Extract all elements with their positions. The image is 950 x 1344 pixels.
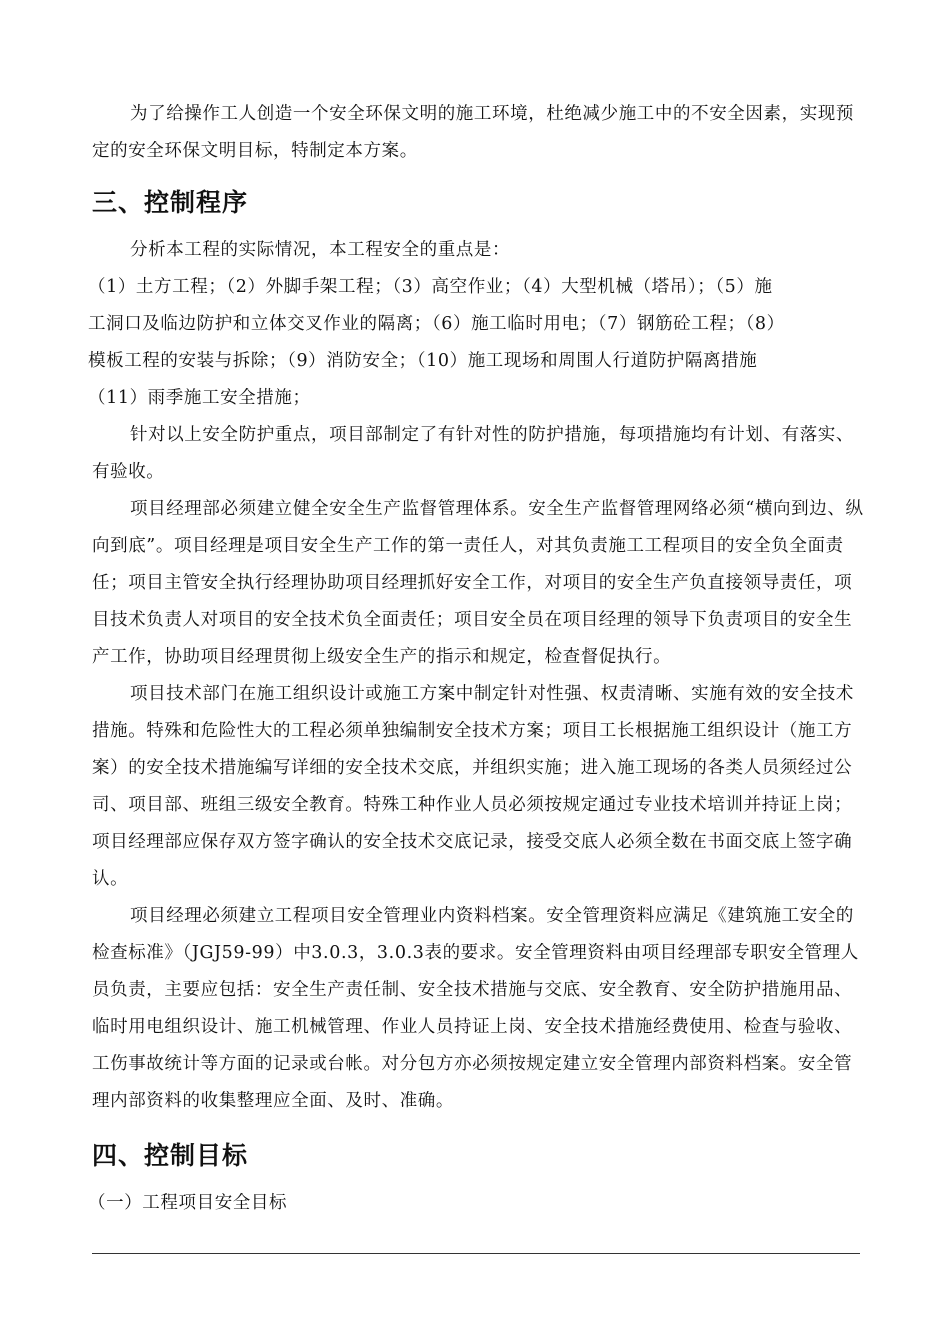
safety-archive-paragraph: 项目经理必须建立工程项目安全管理业内资料档案。安全管理资料应满足《建筑施工安全的检查标准》（JGJ59-99）中3.0.3，3.0.3表的要求。安全管理资料由项目经理部专职安全管理人员负责，主要应包括：安全生产责任制、安全技术措施与交底、安全教育、安全防护措施用品、临时用电组织设计、施工机械管理、作业人员持证上岗、安全技术措施经费使用、检查与验收、工伤事故统计等方面的记录或台帐。对分包方亦必须按规定建立安全管理内部资料档案。安全管理内部资料的收集整理应全面、及时、准确。 [92, 906, 859, 1111]
key-points-line: 工洞口及临边防护和立体交叉作业的隔离；（6）施工临时用电；（7）钢筋砼工程；（8） [88, 314, 785, 334]
measures-paragraph: 针对以上安全防护重点，项目部制定了有针对性的防护措施，每项措施均有计划、有落实、有验收。 [92, 425, 854, 482]
key-points-line: （1）土方工程；（2）外脚手架工程；（3）高空作业；（4）大型机械（塔吊）；（5）施 [88, 277, 773, 297]
section-4-heading: 四、控制目标 [92, 1141, 249, 1170]
key-points-list [88, 269, 878, 417]
key-points-line: 模板工程的安装与拆除；（9）消防安全；（10）施工现场和周围人行道防护隔离措施 [88, 351, 758, 371]
subsection-heading: （一）工程项目安全目标 [88, 1193, 288, 1213]
analysis-paragraph: 分析本工程的实际情况，本工程安全的重点是： [130, 240, 511, 260]
technical-measures-paragraph: 项目技术部门在施工组织设计或施工方案中制定针对性强、权责清晰、实施有效的安全技术措施。特殊和危险性大的工程必须单独编制安全技术方案；项目工长根据施工组织设计（施工方案）的安全技术措施编写详细的安全技术交底，并组织实施；进入施工现场的各类人员须经过公司、项目部、班组三级安全教育。特殊工种作业人员必须按规定通过专业技术培训并持证上岗；项目经理部应保存双方签字确认的安全技术交底记录，接受交底人必须全数在书面交底上签字确认。 [92, 684, 854, 889]
manager-responsibility-paragraph: 项目经理部必须建立健全安全生产监督管理体系。安全生产监督管理网络必须“横向到边、纵向到底”。项目经理是项目安全生产工作的第一责任人，对其负责施工工程项目的安全负全面责任；项目主管安全执行经理协助项目经理抓好安全工作，对项目的安全生产负直接领导责任，项目技术负责人对项目的安全技术负全面责任；项目安全员在项目经理的领导下负责项目的安全生产工作，协助项目经理贯彻上级安全生产的指示和规定，检查督促执行。 [92, 499, 864, 667]
key-points-line: （11）雨季施工安全措施； [88, 388, 311, 408]
intro-paragraph: 为了给操作工人创造一个安全环保文明的施工环境，杜绝减少施工中的不安全因素，实现预定的安全环保文明目标，特制定本方案。 [92, 104, 854, 161]
section-3-heading: 三、控制程序 [92, 188, 249, 217]
footer-divider [92, 1253, 860, 1254]
